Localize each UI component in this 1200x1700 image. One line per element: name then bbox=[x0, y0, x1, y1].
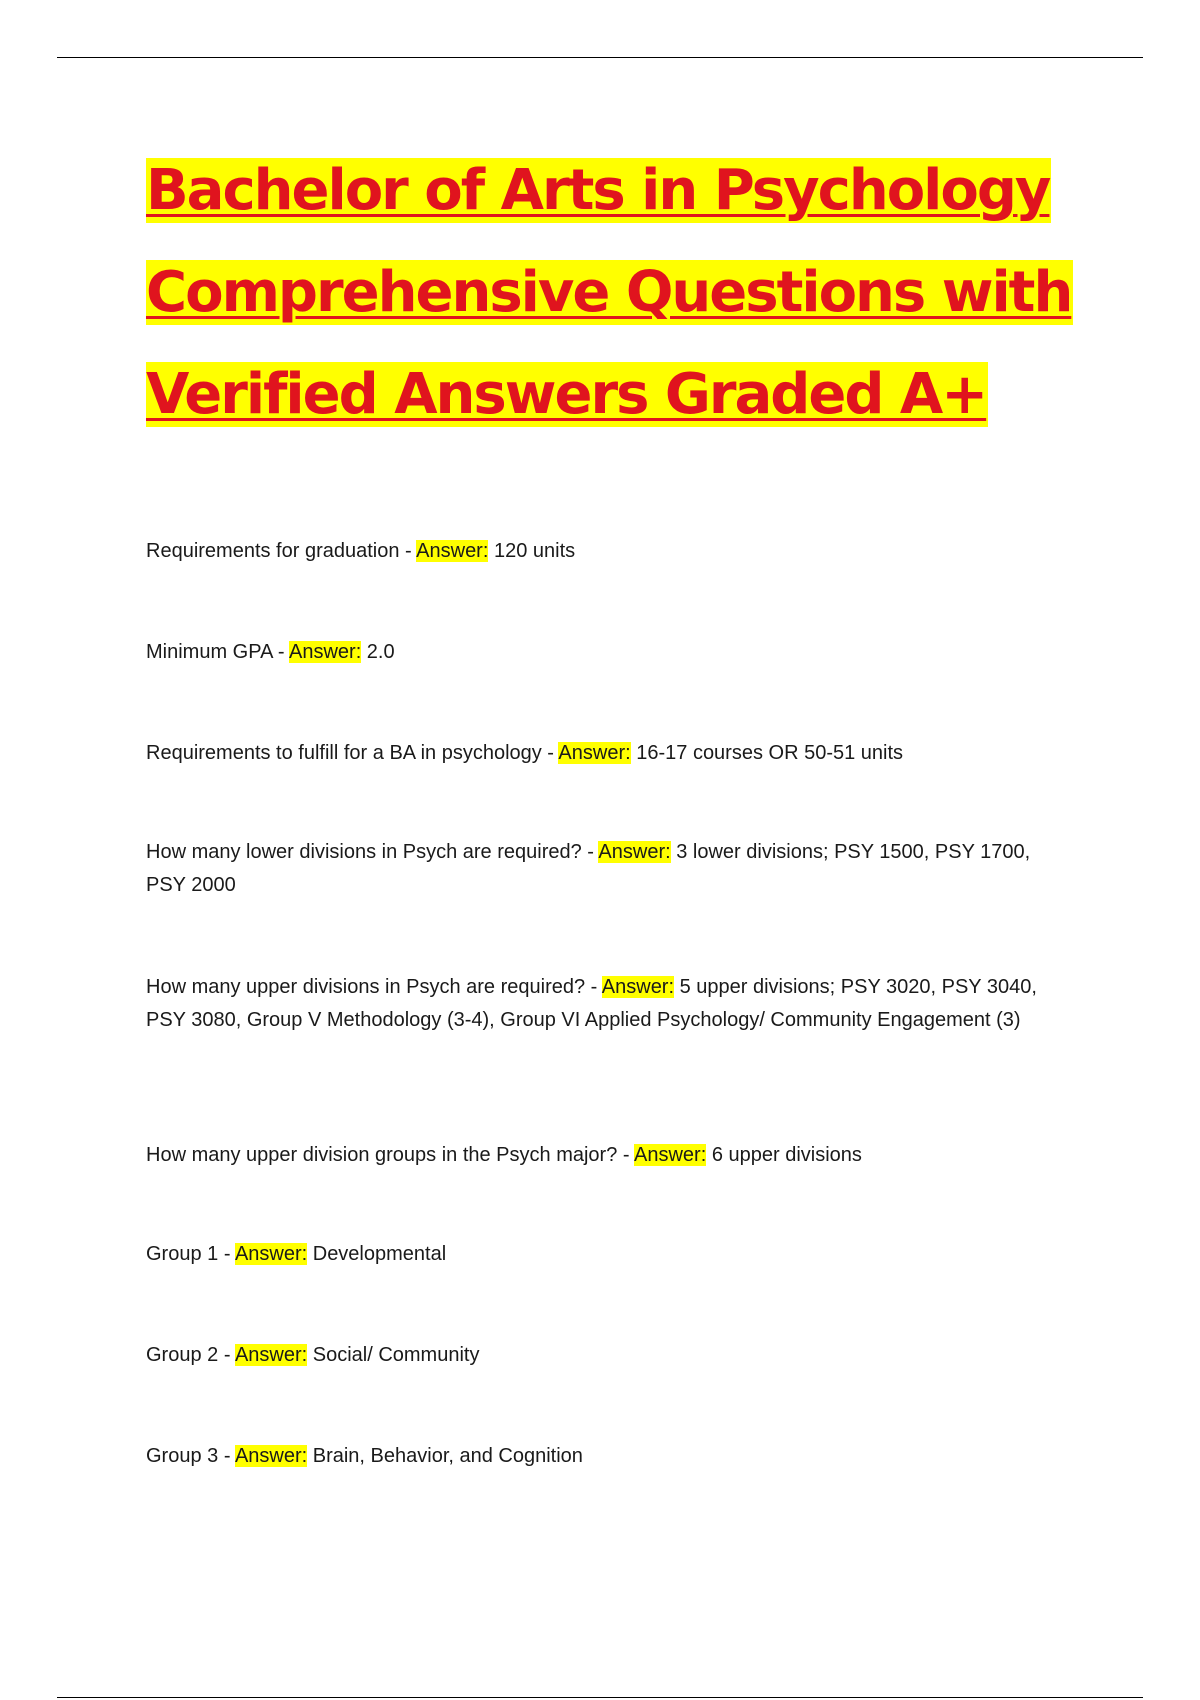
question-text: Group 3 - bbox=[146, 1445, 235, 1467]
answer-tag: Answer: bbox=[234, 1243, 308, 1265]
answer-tag: Answer: bbox=[234, 1445, 308, 1467]
answer-text: 5 upper divisions; PSY 3020, PSY 3040, PSY 3080, Group V Methodology (3-4), Group VI Applied Psychology/ Community Engagement (3) bbox=[146, 976, 1037, 1031]
qa-item bbox=[146, 1238, 1066, 1271]
question-text: Group 1 - bbox=[146, 1243, 235, 1265]
answer-tag: Answer: bbox=[598, 841, 671, 863]
answer-text: 3 lower divisions; PSY 1500, PSY 1700, PSY 2000 bbox=[146, 841, 1031, 896]
question-text: Requirements for graduation - bbox=[146, 540, 417, 562]
answer-text: Brain, Behavior, and Cognition bbox=[307, 1445, 583, 1467]
qa-item bbox=[146, 535, 1066, 568]
title-line: Comprehensive Questions with bbox=[146, 260, 1072, 325]
question-text: Requirements to fulfill for a BA in psychology - bbox=[146, 742, 559, 764]
question-text: Minimum GPA - bbox=[146, 641, 289, 663]
qa-item bbox=[146, 836, 1066, 902]
answer-text: Social/ Community bbox=[307, 1344, 480, 1366]
qa-item bbox=[146, 971, 1066, 1037]
answer-text: 16-17 courses OR 50-51 units bbox=[630, 742, 904, 764]
question-text: How many lower divisions in Psych are required? - bbox=[146, 841, 599, 863]
qa-item bbox=[146, 1139, 1066, 1172]
qa-item bbox=[146, 1440, 1066, 1473]
qa-item bbox=[146, 636, 1066, 669]
answer-text: Developmental bbox=[307, 1243, 447, 1265]
qa-item bbox=[146, 1339, 1066, 1372]
answer-text: 2.0 bbox=[361, 641, 395, 663]
answer-tag: Answer: bbox=[601, 976, 675, 998]
answer-tag: Answer: bbox=[558, 742, 631, 764]
answer-text: 6 upper divisions bbox=[706, 1144, 862, 1166]
title-line: Bachelor of Arts in Psychology bbox=[146, 158, 1050, 223]
question-text: Group 2 - bbox=[146, 1344, 235, 1366]
question-text: How many upper divisions in Psych are required? - bbox=[146, 976, 602, 998]
answer-tag: Answer: bbox=[234, 1344, 308, 1366]
bottom-rule bbox=[57, 1697, 1143, 1698]
qa-item bbox=[146, 737, 1066, 770]
answer-tag: Answer: bbox=[634, 1144, 707, 1166]
question-text: How many upper division groups in the Psych major? - bbox=[146, 1144, 635, 1166]
answer-tag: Answer: bbox=[416, 540, 489, 562]
answer-tag: Answer: bbox=[289, 641, 362, 663]
answer-text: 120 units bbox=[488, 540, 576, 562]
document-title bbox=[146, 140, 1106, 446]
top-rule bbox=[57, 57, 1143, 58]
title-line: Verified Answers Graded A+ bbox=[146, 362, 987, 427]
